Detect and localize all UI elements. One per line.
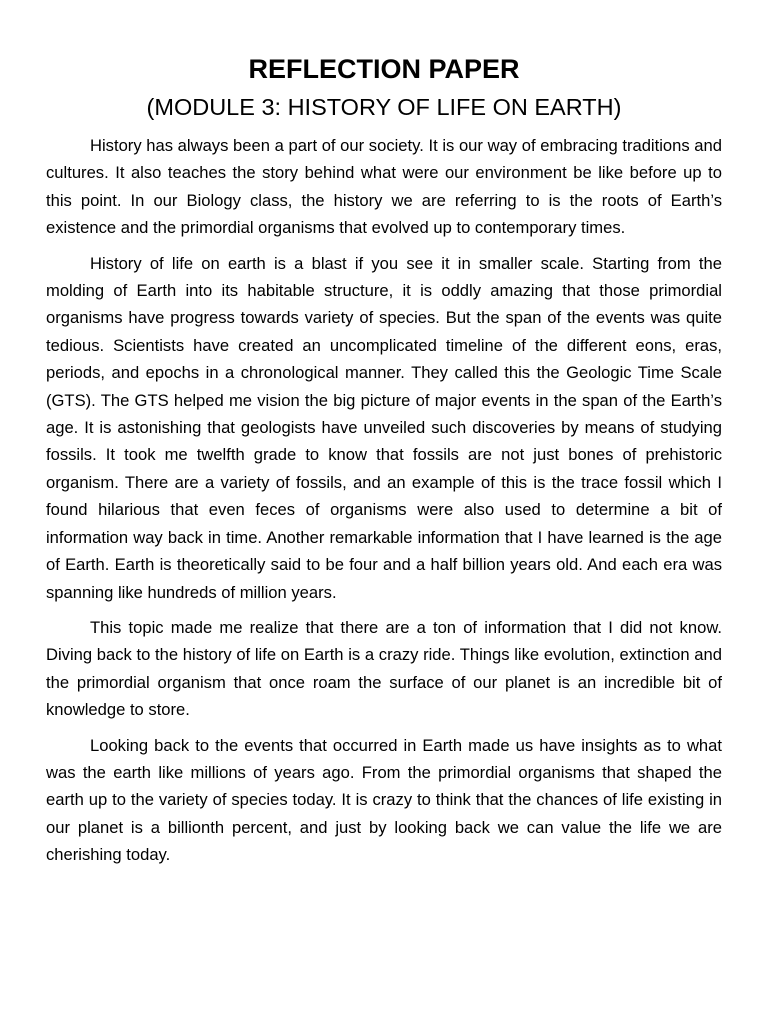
document-title: REFLECTION PAPER bbox=[248, 54, 520, 84]
paragraph-4: Looking back to the events that occurred in Earth made us have insights as to what was the earth like millions of years ago. From the primordial organisms that shaped the earth up to the variety of species today. It is crazy to think that the chances of life existing in our planet is a billionth percent, and just by looking back we can value the life we are cherishing today. bbox=[46, 735, 722, 865]
paragraph-2: History of life on earth is a blast if you see it in smaller scale. Starting from the molding of Earth into its habitable structure, it is oddly amazing that those primordial organisms have progress towards variety of species. But the span of the events was quite tedious. Scientists have created an uncomplicated timeline of the different eons, eras, periods, and epochs in a chronological manner. They called this the Geologic Time Scale (GTS). The GTS helped me vision the big picture of major events in the span of the Earth’s age. It is astonishing that geologists have unveiled such discoveries by means of studying fossils. It took me twelfth grade to know that fossils are not just bones of prehistoric organism. There are a variety of fossils, and an example of this is the trace fossil which I found hilarious that even feces of organisms were also used to determine a bit of information way back in time. Another remarkable information that I have learned is the age of Earth. Earth is theoretically said to be four and a half billion years old. And each era was spanning like hundreds of million years. bbox=[46, 253, 722, 602]
document-page bbox=[46, 52, 722, 877]
paragraph-1: History has always been a part of our society. It is our way of embracing traditions and cultures. It also teaches the story behind what were our environment be like before up to this point. In our Biology class, the history we are referring to is the roots of Earth’s existence and the primordial organisms that evolved up to contemporary times. bbox=[46, 136, 722, 238]
document-subtitle: (MODULE 3: HISTORY OF LIFE ON EARTH) bbox=[146, 94, 622, 120]
paragraph-3: This topic made me realize that there are a ton of information that I did not know. Diving back to the history of life on Earth is a crazy ride. Things like evolution, extinction and the primordial organism that once roam the surface of our planet is an incredible bit of knowledge to store. bbox=[46, 617, 722, 720]
